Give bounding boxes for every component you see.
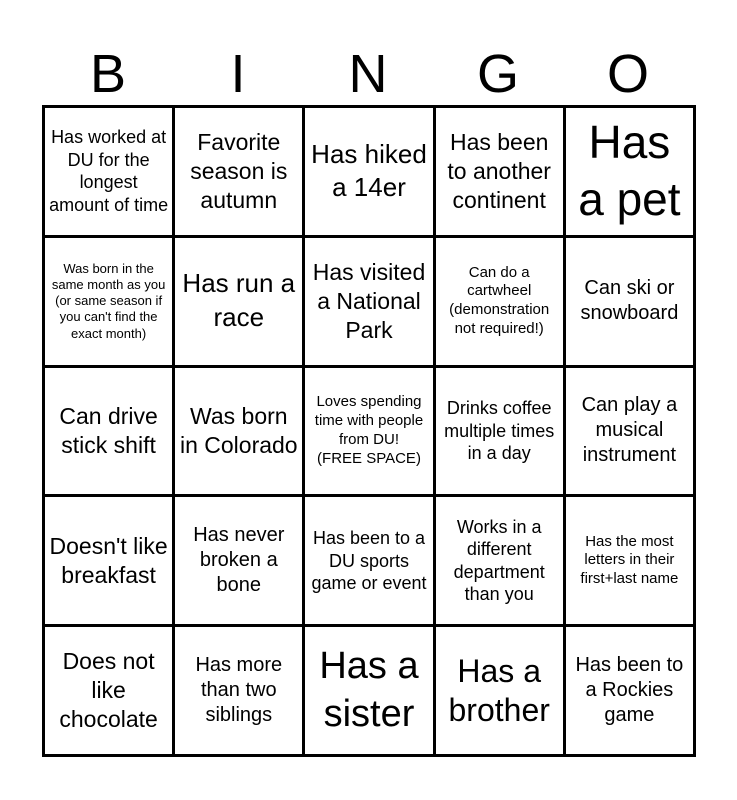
header-letter-g: G (476, 44, 519, 104)
bingo-cell[interactable]: Can do a cartwheel (demonstration not required!) (436, 238, 563, 365)
bingo-cell[interactable]: Has run a race (175, 238, 302, 365)
bingo-cell[interactable]: Has a pet (566, 108, 693, 235)
bingo-cell[interactable]: Has been to another continent (436, 108, 563, 235)
bingo-cell[interactable]: Does not like chocolate (45, 627, 172, 754)
bingo-cell[interactable]: Has more than two siblings (175, 627, 302, 754)
bingo-cell[interactable]: Works in a different department than you (436, 497, 563, 624)
bingo-header (43, 42, 693, 106)
bingo-cell[interactable]: Can play a musical instrument (566, 368, 693, 495)
bingo-cell[interactable]: Was born in the same month as you (or same season if you can't find the exact month) (45, 238, 172, 365)
bingo-cell[interactable]: Has been to a Rockies game (566, 627, 693, 754)
bingo-cell[interactable]: Can drive stick shift (45, 368, 172, 495)
bingo-cell[interactable]: Doesn't like breakfast (45, 497, 172, 624)
bingo-cell free-space[interactable]: Loves spending time with people from DU! (FREE SPACE) (305, 368, 432, 495)
bingo-cell[interactable]: Has a brother (436, 627, 563, 754)
bingo-cell[interactable]: Was born in Colorado (175, 368, 302, 495)
bingo-cell[interactable]: Has hiked a 14er (305, 108, 432, 235)
header-letter-n: N (348, 44, 388, 104)
bingo-cell[interactable]: Drinks coffee multiple times in a day (436, 368, 563, 495)
bingo-cell[interactable]: Has been to a DU sports game or event (305, 497, 432, 624)
bingo-cell[interactable]: Favorite season is autumn (175, 108, 302, 235)
bingo-cell[interactable]: Has visited a National Park (305, 238, 432, 365)
bingo-cell[interactable]: Has the most letters in their first+last name (566, 497, 693, 624)
header-letter-o: O (606, 44, 649, 104)
bingo-board (42, 105, 696, 757)
bingo-cell[interactable]: Has worked at DU for the longest amount of time (45, 108, 172, 235)
bingo-cell[interactable]: Has never broken a bone (175, 497, 302, 624)
bingo-cell[interactable]: Can ski or snowboard (566, 238, 693, 365)
header-letter-i: I (230, 44, 246, 104)
bingo-cell[interactable]: Has a sister (305, 627, 432, 754)
header-letter-b: B (89, 44, 127, 104)
